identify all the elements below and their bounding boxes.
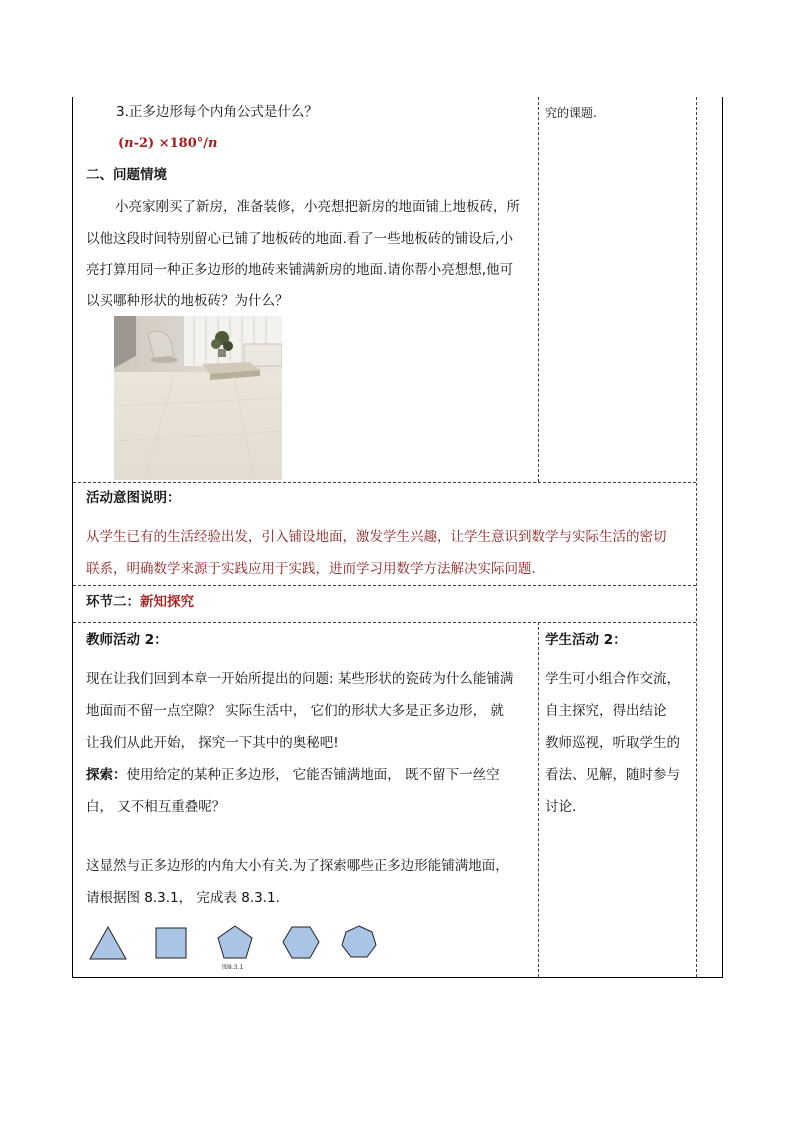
intent-line-2: 联系，明确数学来源于实践应用于实践，进而学习用数学方法解决实际问题.	[86, 561, 536, 577]
formula-part-a: (	[118, 136, 125, 151]
explore-label: 探索：	[86, 767, 127, 783]
living-room-photo	[114, 316, 282, 480]
heptagon-shape	[342, 926, 376, 957]
col-divider-top	[538, 97, 539, 482]
divider-stage2-top	[73, 585, 696, 586]
figure-caption: 图8.3.1	[222, 964, 244, 971]
hexagon-shape	[283, 927, 319, 958]
formula-part-b: n	[124, 136, 134, 151]
stage2-name: 新知探究	[140, 594, 194, 610]
formula-part-d: ×180°/	[154, 136, 209, 151]
formula-part-c: -2)	[133, 136, 155, 151]
problem-para-line-4: 以买哪种形状的地板砖？为什么？	[86, 293, 289, 309]
student-line-2: 自主探究，得出结论	[545, 703, 667, 719]
question-3: 3.正多边形每个内角公式是什么？	[116, 104, 318, 120]
problem-para-line-1: 小亮家刚买了新房，准备装修，小亮想把新房的地面铺上地板砖，所	[115, 199, 520, 215]
explore-line-1	[86, 760, 500, 791]
square-shape	[156, 928, 186, 958]
stage2-heading	[86, 587, 194, 618]
table-right-border	[722, 97, 723, 978]
table-left-border	[72, 97, 73, 978]
teacher-after-line-2: 请根据图 8.3.1， 完成表 8.3.1.	[86, 890, 280, 906]
intent-line-1: 从学生已有的生活经验出发，引入铺设地面，激发学生兴趣，让学生意识到数学与实际生活的密切	[86, 529, 667, 545]
explore-line-2: 白， 又不相互重叠呢？	[86, 799, 226, 815]
pentagon-shape	[218, 926, 252, 958]
stage2-label: 环节二：	[86, 594, 140, 610]
col-divider-bottom	[538, 622, 539, 977]
explore-text-1: 使用给定的某种正多边形， 它能否铺满地面， 既不留下一丝空	[126, 767, 500, 783]
problem-para-line-2: 以他这段时间特别留心已铺了地板砖的地面.看了一些地板砖的铺设后,小	[86, 231, 514, 247]
formula-part-e: n	[208, 136, 218, 151]
divider-teacher-top	[73, 622, 696, 623]
student-line-4: 看法、见解，随时参与	[545, 767, 680, 783]
problem-para-line-3: 亮打算用同一种正多边形的地砖来铺满新房的地面.请你帮小亮想想,他可	[86, 262, 514, 278]
teacher-activity-title: 教师活动 2：	[86, 632, 168, 648]
student-line-3: 教师巡视，听取学生的	[545, 735, 680, 751]
intent-title: 活动意图说明：	[86, 490, 181, 506]
right-column-note: 究的课题.	[545, 106, 597, 120]
teacher-line-1: 现在让我们回到本章一开始所提出的问题: 某些形状的瓷砖为什么能铺满	[86, 671, 514, 687]
teacher-line-3: 让我们从此开始， 探究一下其中的奥秘吧!	[86, 735, 339, 751]
formula	[118, 128, 217, 159]
teacher-line-2: 地面而不留一点空隙？ 实际生活中， 它们的形状大多是正多边形， 就	[86, 703, 504, 719]
inner-right-border	[696, 97, 697, 977]
table-bottom-border	[72, 977, 723, 978]
student-line-1: 学生可小组合作交流，	[545, 671, 680, 687]
student-line-5: 讨论.	[545, 799, 577, 815]
teacher-after-line-1: 这显然与正多边形的内角大小有关.为了探索哪些正多边形能铺满地面，	[86, 858, 509, 874]
triangle-shape	[90, 927, 126, 959]
problem-context-heading: 二、问题情境	[86, 167, 167, 183]
student-activity-title: 学生活动 2：	[545, 632, 627, 648]
polygon-figure	[86, 922, 386, 972]
